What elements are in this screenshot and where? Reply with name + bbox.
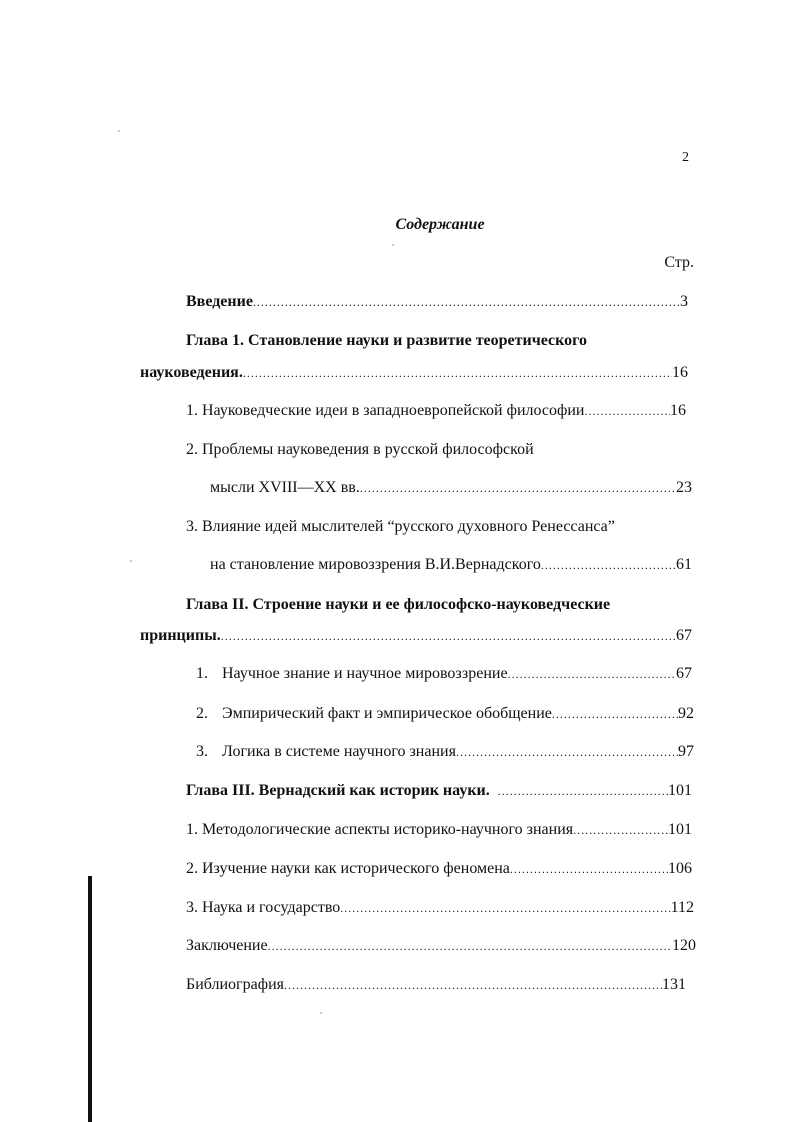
toc-entry-number: 3. bbox=[196, 743, 208, 760]
toc-entry-chapter-3 bbox=[186, 781, 692, 801]
leader-dots bbox=[456, 742, 678, 762]
toc-entry-label: Научное знание и научное мировоззрение bbox=[222, 665, 508, 682]
toc-entry-label: принципы. bbox=[140, 627, 221, 644]
toc-entry-label: Эмпирический факт и эмпирическое обобщение bbox=[222, 705, 552, 722]
toc-entry-label: на становление мировоззрения В.И.Вернадского bbox=[210, 556, 541, 573]
leader-dots bbox=[585, 401, 671, 421]
toc-section-1-2-heading: 2. Проблемы науковедения в русской философской bbox=[186, 441, 534, 458]
toc-entry-label: Библиография bbox=[186, 976, 284, 993]
toc-entry-chapter-2 bbox=[140, 626, 692, 646]
toc-entry-section-2-2 bbox=[196, 704, 694, 724]
toc-entry-label: мысли XVIII—XX вв. bbox=[210, 479, 360, 496]
toc-entry-label: 2. Изучение науки как исторического феномена bbox=[186, 860, 510, 877]
toc-entry-label: Логика в системе научного знания bbox=[222, 743, 456, 760]
leader-dots bbox=[268, 936, 672, 956]
toc-entry-label: 3. Наука и государство bbox=[186, 899, 341, 916]
toc-entry-page: 131 bbox=[662, 976, 686, 993]
toc-entry-page: 106 bbox=[668, 860, 692, 877]
leader-dots bbox=[498, 781, 668, 801]
toc-entry-section-1-2 bbox=[210, 478, 692, 498]
toc-entry-chapter-1 bbox=[140, 363, 688, 383]
leader-dots bbox=[573, 820, 668, 840]
pages-column-header: Стр. bbox=[664, 254, 694, 271]
toc-entry-section-2-1 bbox=[196, 664, 692, 684]
scan-speck bbox=[392, 244, 394, 246]
toc-entry-conclusion bbox=[186, 936, 696, 956]
toc-section-1-3-heading: 3. Влияние идей мыслителей “русского духовного Ренессанса” bbox=[186, 518, 615, 535]
scan-speck bbox=[130, 560, 132, 562]
toc-chapter-1-heading: Глава 1. Становление науки и развитие теоретического bbox=[186, 332, 588, 349]
leader-dots bbox=[360, 478, 676, 498]
toc-entry-page: 101 bbox=[668, 821, 692, 838]
toc-entry-label: науковедения. bbox=[140, 364, 243, 381]
leader-dots bbox=[340, 898, 670, 918]
toc-entry-page: 23 bbox=[676, 479, 692, 496]
toc-entry-page: 67 bbox=[676, 627, 692, 644]
toc-entry-label: Глава III. Вернадский как историк науки. bbox=[186, 782, 490, 799]
toc-entry-page: 101 bbox=[668, 782, 692, 799]
toc-entry-introduction bbox=[186, 292, 688, 312]
scan-speck bbox=[320, 1012, 322, 1014]
page-title: Содержание bbox=[395, 216, 485, 233]
toc-entry-section-3-1 bbox=[186, 820, 692, 840]
toc-entry-bibliography bbox=[186, 975, 686, 995]
leader-dots bbox=[541, 555, 676, 575]
toc-entry-page: 16 bbox=[670, 402, 686, 419]
toc-entry-label: 1. Науковедческие идеи в западноевропейской философии bbox=[186, 402, 585, 419]
toc-entry-number: 1. bbox=[196, 665, 208, 682]
toc-entry-section-3-2 bbox=[186, 859, 692, 879]
toc-entry-label: Введение bbox=[186, 293, 253, 310]
toc-entry-page: 112 bbox=[670, 899, 694, 916]
toc-entry-page: 97 bbox=[678, 743, 694, 760]
toc-entry-label: 1. Методологические аспекты историко-научного знания bbox=[186, 821, 574, 838]
toc-entry-section-2-3 bbox=[196, 742, 694, 762]
leader-dots bbox=[284, 975, 662, 995]
leader-dots bbox=[253, 292, 680, 312]
toc-entry-page: 67 bbox=[676, 665, 692, 682]
toc-entry-section-3-3 bbox=[186, 898, 694, 918]
toc-entry-label: Заключение bbox=[186, 937, 268, 954]
leader-dots bbox=[508, 664, 676, 684]
toc-entry-page: 92 bbox=[678, 705, 694, 722]
toc-entry-number: 2. bbox=[196, 705, 208, 722]
toc-entry-section-1-1 bbox=[186, 401, 686, 421]
toc-entry-section-1-3 bbox=[210, 555, 692, 575]
toc-entry-page: 120 bbox=[672, 937, 696, 954]
toc-entry-page: 61 bbox=[676, 556, 692, 573]
toc-chapter-2-heading: Глава II. Строение науки и ее философско-науковедческие bbox=[186, 596, 611, 613]
leader-dots bbox=[510, 859, 668, 879]
leader-dots bbox=[221, 626, 676, 646]
leader-dots bbox=[243, 363, 672, 383]
toc-entry-page: 16 bbox=[672, 364, 688, 381]
leader-dots bbox=[552, 704, 678, 724]
scan-speck bbox=[118, 130, 120, 132]
scan-margin-bar bbox=[88, 876, 92, 1122]
toc-entry-page: 3 bbox=[680, 293, 688, 310]
page-number: 2 bbox=[682, 150, 689, 165]
